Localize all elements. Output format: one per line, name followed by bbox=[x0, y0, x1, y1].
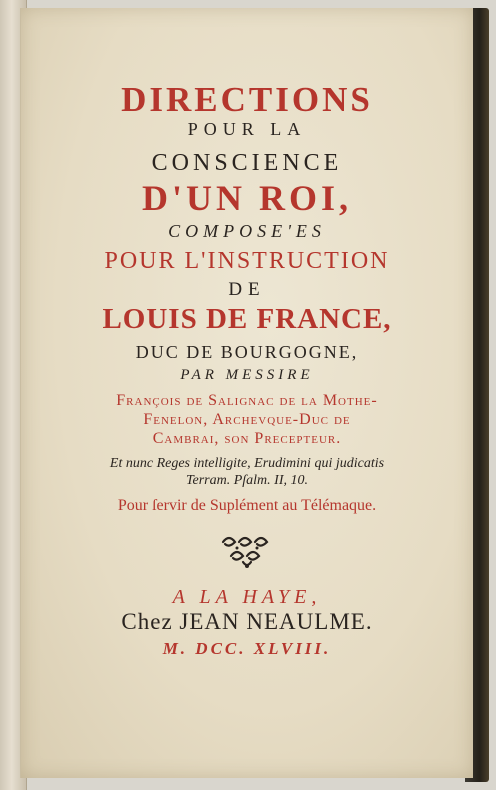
title-line-composees: COMPOSE'ES bbox=[168, 221, 326, 241]
author-line-2: Fenelon, Archevque-Duc de bbox=[143, 411, 351, 428]
title-line-pour-la: POUR LA bbox=[187, 119, 307, 139]
epigraph-line-2: Terram. Pſalm. II, 10. bbox=[186, 473, 308, 488]
imprint-date: M. DCC. XLVIII. bbox=[162, 639, 332, 658]
title-page bbox=[20, 8, 473, 778]
supplement-note: Pour ſervir de Suplément au Télémaque. bbox=[117, 497, 377, 514]
title-line-conscience: CONSCIENCE bbox=[151, 150, 343, 176]
title-line-directions: DIRECTIONS bbox=[121, 80, 373, 119]
title-line-de: DE bbox=[228, 279, 266, 300]
imprint-publisher: Chez JEAN NEAULME. bbox=[121, 609, 373, 634]
imprint-place: A LA HAYE, bbox=[172, 586, 322, 608]
title-line-pour-linstruction: POUR L'INSTRUCTION bbox=[104, 248, 390, 274]
author-line-3: Cambrai, son Precepteur. bbox=[152, 430, 342, 447]
fleuron-ornament-icon bbox=[217, 532, 277, 572]
title-line-dun-roi: D'UN ROI, bbox=[141, 178, 352, 218]
title-line-par-messire: PAR MESSIRE bbox=[180, 367, 314, 383]
epigraph-line-1: Et nunc Reges intelligite, Erudimini qui judicatis bbox=[109, 456, 385, 471]
title-line-duc-de-bourgogne: DUC DE BOURGOGNE, bbox=[135, 342, 359, 362]
author-line-1: François de Salignac de la Mothe- bbox=[116, 392, 378, 409]
title-line-louis-de-france: LOUIS DE FRANCE, bbox=[102, 303, 392, 335]
